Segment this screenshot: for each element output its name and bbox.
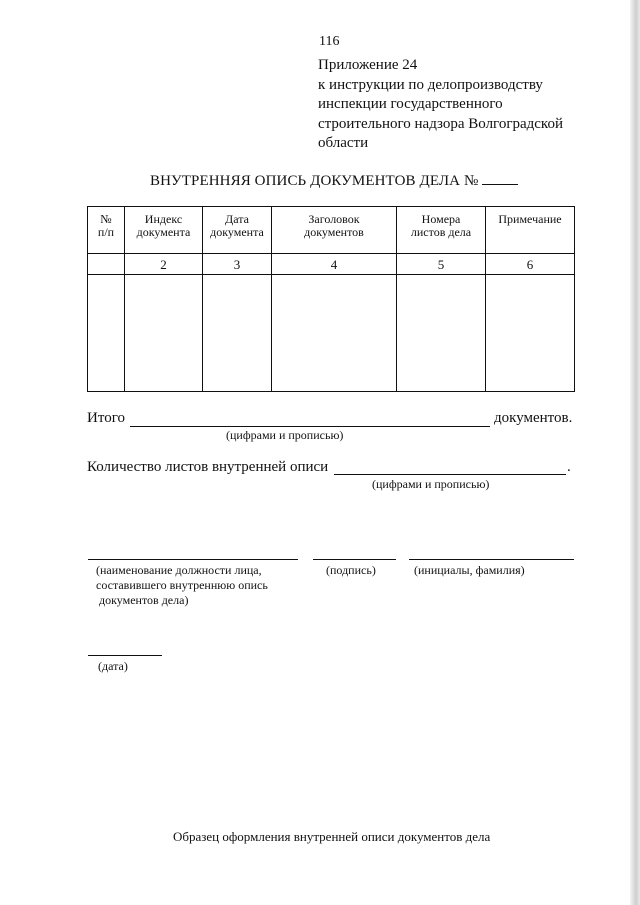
appendix-line: к инструкции по делопроизводству: [318, 76, 543, 93]
document-title: [150, 172, 518, 190]
appendix-line: Приложение 24: [318, 57, 418, 73]
sheets-label: Количество листов внутренней описи: [87, 459, 329, 475]
table-cell: [88, 275, 125, 392]
signature-blank-line: [313, 559, 396, 560]
total-label: Итого: [87, 410, 125, 426]
column-number-cell: 4: [272, 254, 397, 275]
sheets-suffix: .: [567, 459, 571, 475]
name-blank-line: [409, 559, 574, 560]
header-cell-note: Примечание: [486, 207, 575, 254]
header-cell-index: Индекс документа: [125, 207, 203, 254]
signature-caption: (подпись): [326, 563, 376, 577]
position-caption: (наименование должности лица, составившего внутреннюю опись документов дела): [96, 563, 268, 607]
column-number-cell: 5: [397, 254, 486, 275]
page-number: 116: [319, 34, 340, 49]
appendix-line: инспекции государственного: [318, 96, 503, 112]
name-caption: (инициалы, фамилия): [414, 563, 525, 577]
table-cell: [272, 275, 397, 392]
column-number-cell: [88, 254, 125, 275]
footer-caption: Образец оформления внутренней описи документов дела: [173, 829, 491, 844]
table-cell: [125, 275, 203, 392]
total-suffix: документов.: [494, 410, 573, 426]
header-cell-sheets: Номера листов дела: [397, 207, 486, 254]
sheets-blank-line: [334, 474, 566, 475]
date-blank-line: [88, 655, 162, 656]
column-number-cell: 3: [203, 254, 272, 275]
inventory-table: [87, 206, 575, 392]
table-row: [88, 275, 575, 392]
table-header-row: [88, 207, 575, 254]
header-cell-heading: Заголовок документов: [272, 207, 397, 254]
total-blank-line: [130, 426, 490, 427]
page-edge-shadow: [630, 0, 640, 905]
column-number-cell: 2: [125, 254, 203, 275]
title-text: ВНУТРЕННЯЯ ОПИСЬ ДОКУМЕНТОВ ДЕЛА №: [150, 173, 479, 189]
table-cell: [397, 275, 486, 392]
header-cell-number: № п/п: [88, 207, 125, 254]
table-cell: [486, 275, 575, 392]
position-blank-line: [88, 559, 298, 560]
column-number-cell: 6: [486, 254, 575, 275]
case-number-blank: [482, 172, 518, 185]
appendix-note: [318, 56, 563, 154]
date-caption: (дата): [98, 659, 128, 673]
header-cell-date: Дата документа: [203, 207, 272, 254]
total-hint: (цифрами и прописью): [226, 428, 344, 442]
appendix-line: области: [318, 135, 369, 151]
column-number-row: [88, 254, 575, 275]
appendix-line: строительного надзора Волгоградской: [318, 115, 563, 132]
sheets-hint: (цифрами и прописью): [372, 477, 490, 491]
table-cell: [203, 275, 272, 392]
